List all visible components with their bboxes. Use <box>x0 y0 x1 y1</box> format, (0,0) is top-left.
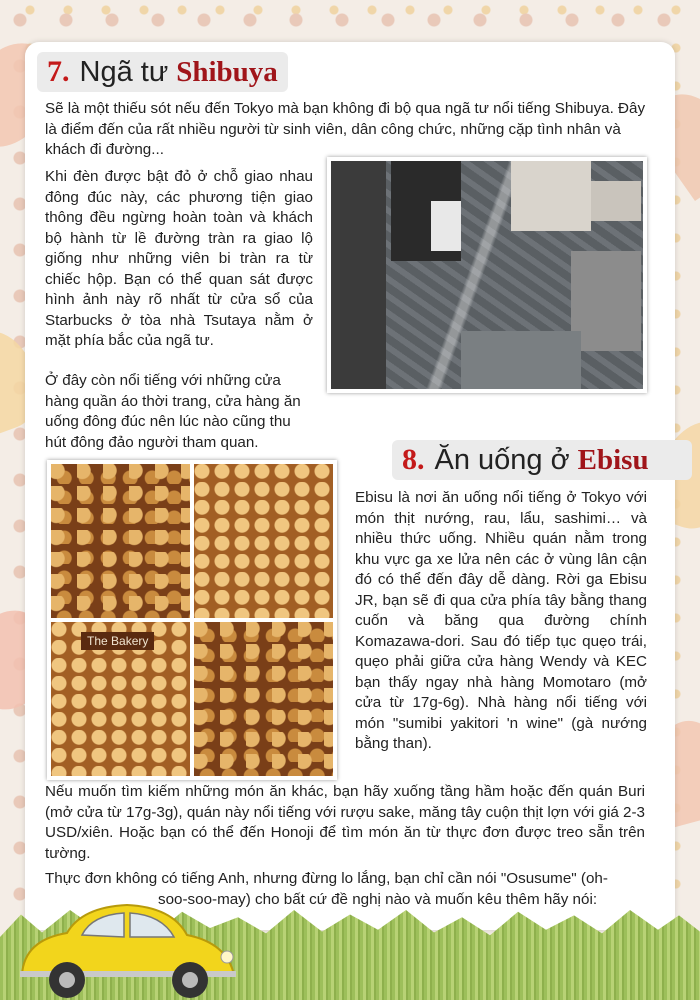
section-7-heading <box>37 52 288 92</box>
section-7-intro: Sẽ là một thiếu sót nếu đến Tokyo mà bạn không đi bộ qua ngã tư nổi tiếng Shibuya. Đây là điểm đến của rất nhiều người từ sinh viên, dân công chức, những cặp tình nhân và khách đi đường... <box>45 100 646 158</box>
section-7-paragraph: Khi đèn được bật đỏ ở chỗ giao nhau đông đúc này, các phương tiện giao thông đều ngừng hoàn toàn và khách bộ hành từ lề đường tràn ra giao lộ giống như những viên bi tràn ra từ chiếc hộp. Bạn có thể quan sát được hình ảnh này rõ nhất từ cửa sổ của Starbucks ở tòa nhà Tsutaya nằm ở mặt phía bắc của ngã tư. <box>45 168 313 349</box>
section-8-paragraph-3-line2: soo-soo-may) cho bất cứ đề nghị nào và muốn kêu thêm hãy nói: <box>158 890 598 908</box>
section-7-paragraph-2: Ở đây còn nổi tiếng với những cửa hàng quần áo thời trang, cửa hàng ăn uống đông đúc nên lúc nào cũng thu hút đông đảo người tham quan. <box>45 372 301 451</box>
shibuya-crossing-photo <box>327 157 647 393</box>
section-8-heading <box>392 440 692 480</box>
bakery-sign: The Bakery <box>81 632 154 650</box>
heading-bold-text: Shibuya <box>176 55 278 88</box>
section-8-paragraph-3-line1: Thực đơn không có tiếng Anh, nhưng đừng lo lắng, bạn chỉ cần nói "Osusume" (oh- <box>45 870 608 887</box>
section-number: 8. <box>402 443 425 476</box>
section-7-paragraph-2a <box>45 371 310 453</box>
bakery-photo <box>47 460 337 780</box>
section-8-paragraph: Ebisu là nơi ăn uống nổi tiếng ở Tokyo với món thịt nướng, rau, lẩu, sashimi… và nhiều thức uống. Nhiều quán nằm trong khu vực ga xe lửa nên các ở vùng lân cận đó có thể đến đây dễ dàng. Rời ga Ebisu JR, bạn sẽ đi qua cửa phía tây bằng thang cuốn và băng qua đường chính Komazawa-dori. Sau đó tiếp tục quẹo trái, quẹo phải giữa cửa hàng Wendy và KEC bạn thấy ngay nhà hàng Momotaro (mở cửa từ 17g-6g). Nhà hàng nổi tiếng với món "sumibi yakitori 'n wine" (gà nướng bằng than). <box>355 489 647 752</box>
section-8-paragraph-2: Nếu muốn tìm kiếm những món ăn khác, bạn hãy xuống tầng hầm hoặc đến quán Buri (mở cửa từ 17g-3g), quán này nổi tiếng với rượu sake, măng tây cuộn thịt lợn với giá 2-3 USD/xiên. Hoặc bạn có thể đến Honoji để tìm món ăn từ thực đơn được treo sẵn trên tường. <box>45 783 645 862</box>
yellow-car-illustration <box>12 895 242 1000</box>
heading-text: Ngã tư <box>79 55 169 88</box>
section-number: 7. <box>47 55 70 88</box>
heading-bold-text: Ebisu <box>577 443 649 476</box>
heading-text: Ăn uống ở <box>434 443 570 476</box>
